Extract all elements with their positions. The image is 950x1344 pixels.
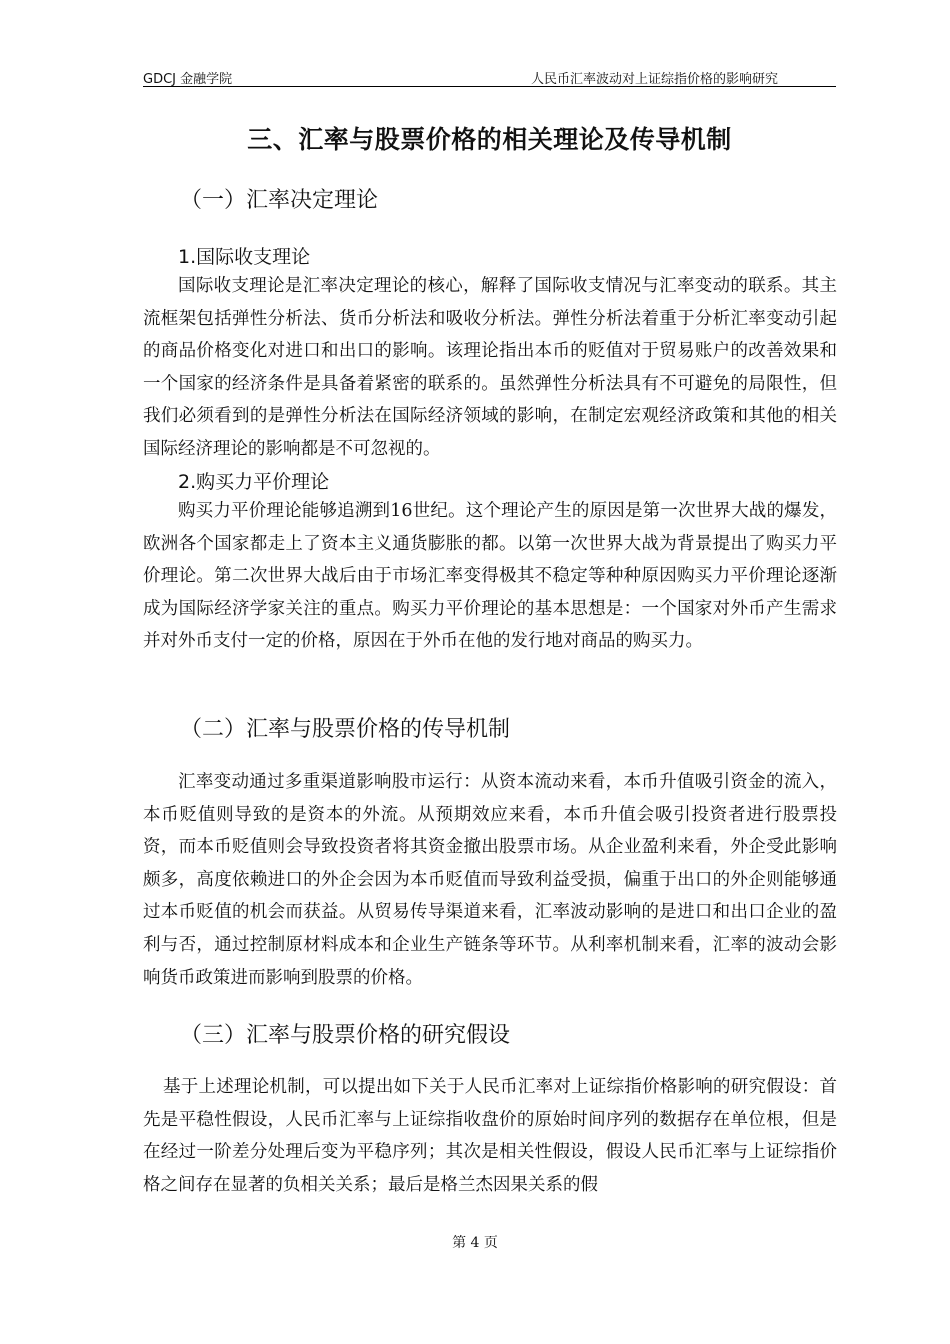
paragraph-balance-of-payments: 国际收支理论是汇率决定理论的核心，解释了国际收支情况与汇率变动的联系。其主流框架包括弹性分析法、货币分析法和吸收分析法。弹性分析法着重于分析汇率变动引起的商品价格变化对进口和出口的影响。该理论指出本币的贬值对于贸易账户的改善效果和一个国家的经济条件是具备着紧密的联系的。虽然弹性分析法具有不可避免的局限性，但我们必须看到的是弹性分析法在国际经济领域的影响，在制定宏观经济政策和其他的相关国际经济理论的影响都是不可忽视的。 — [143, 276, 837, 459]
chapter-title: 三、汇率与股票价格的相关理论及传导机制 — [247, 125, 732, 154]
section-heading-1: （一）汇率决定理论 — [180, 188, 379, 213]
paragraph-hypotheses: 基于上述理论机制，可以提出如下关于人民币汇率对上证综指价格影响的研究假设：首先是平稳性假设，人民币汇率与上证综指收盘价的原始时间序列的数据存在单位根，但是在经过一阶差分处理后变为平稳序列；其次是相关性假设，假设人民币汇率与上证综指价格之间存在显著的负相关关系；最后是格兰杰因果关系的假 — [143, 1077, 837, 1195]
section-heading-3: （三）汇率与股票价格的研究假设 — [180, 1023, 511, 1048]
section-heading-2: （二）汇率与股票价格的传导机制 — [180, 717, 511, 742]
subsection-heading-2: 2.购买力平价理论 — [178, 471, 330, 493]
header-left: GDCJ 金融学院 — [143, 72, 233, 87]
page-header — [143, 66, 836, 87]
paragraph-transmission: 汇率变动通过多重渠道影响股市运行：从资本流动来看，本币升值吸引资金的流入，本币贬值则导致的是资本的外流。从预期效应来看，本币升值会吸引投资者进行股票投资，而本币贬值则会导致投资者将其资金撤出股票市场。从企业盈利来看，外企受此影响颇多，高度依赖进口的外企会因为本币贬值而导致利益受损，偏重于出口的外企则能够通过本币贬值的机会而获益。从贸易传导渠道来看，汇率波动影响的是进口和出口企业的盈利与否，通过控制原材料成本和企业生产链条等环节。从利率机制来看，汇率的波动会影响货币政策进而影响到股票的价格。 — [143, 772, 837, 988]
page-number: 第 4 页 — [452, 1235, 498, 1251]
header-right: 人民币汇率波动对上证综指价格的影响研究 — [530, 72, 778, 87]
paragraph-ppp: 购买力平价理论能够追溯到16世纪。这个理论产生的原因是第一次世界大战的爆发，欧洲各个国家都走上了资本主义通货膨胀的都。以第一次世界大战为背景提出了购买力平价理论。第二次世界大战后由于市场汇率变得极其不稳定等种种原因购买力平价理论逐渐成为国际经济学家关注的重点。购买力平价理论的基本思想是：一个国家对外币产生需求并对外币支付一定的价格，原因在于外币在他的发行地对商品的购买力。 — [143, 501, 837, 652]
subsection-heading-1: 1.国际收支理论 — [178, 246, 311, 268]
